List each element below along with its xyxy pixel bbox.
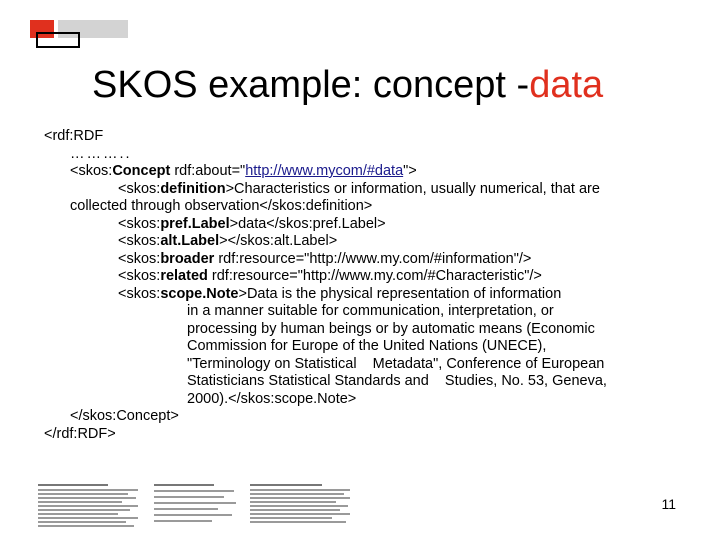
code-line-4 [44,181,684,199]
skos-prefix: <skos: [118,233,161,249]
thumbnail-line [154,484,214,486]
code-text: >Data is the physical representation of information [238,285,562,302]
skos-term-definition: definition [160,180,226,197]
concept-uri-link[interactable]: http://www.mycom/#data [245,163,404,179]
skos-term-related: related [160,268,208,284]
code-line-17: </skos:Concept> [70,408,179,424]
thumbnail-line [38,489,138,491]
skos-prefix: <skos: [118,268,161,284]
thumbnail-line [38,484,108,486]
code-text: "> [403,163,417,179]
rdf-code-block [44,128,684,443]
title-accent: data [529,64,604,106]
table-thumbnail-image [38,482,356,530]
skos-term-preflabel: pref.Label [160,215,230,232]
slide-title [92,62,652,108]
code-line-9 [44,268,684,286]
code-line-1: <rdf:RDF [44,128,104,144]
skos-prefix: <skos: [118,180,161,197]
skos-term-broader: broader [160,250,215,267]
thumbnail-line [250,493,344,495]
thumbnail-line [38,513,118,515]
thumbnail-line [38,521,126,523]
code-line-11: in a manner suitable for communication, interpretation, or [187,303,554,319]
thumbnail-line [38,497,136,499]
thumbnail-line [250,513,350,515]
thumbnail-line [38,505,138,507]
code-line-16: 2000).</skos:scope.Note> [187,390,357,407]
thumbnail-line [250,505,348,507]
code-line-12: processing by human beings or by automatic means (Economic [187,320,595,337]
thumbnail-line [154,514,232,516]
thumbnail-column [154,482,240,530]
code-line-14: "Terminology on Statistical Metadata", Conference of European [187,355,605,372]
code-line-7 [44,233,684,251]
thumbnail-line [250,517,332,519]
code-line-18: </rdf:RDF> [44,425,116,442]
code-line-2: ……….. [70,145,132,162]
code-text: >data</skos:pref.Label> [229,215,386,232]
thumbnail-line [250,484,322,486]
thumbnail-line [38,517,138,519]
code-text: rdf:resource="http://www.my.com/#information"/> [214,250,532,267]
thumbnail-line [154,508,218,510]
code-line-15: Statisticians Statistical Standards and Studies, No. 53, Geneva, [187,373,607,389]
skos-term-scopenote: scope.Note [160,285,239,302]
code-text: ></skos:alt.Label> [219,233,338,249]
code-line-3 [44,163,684,181]
thumbnail-line [154,520,212,522]
decorative-outline-box [36,32,80,48]
thumbnail-line [38,493,128,495]
code-line-6 [44,216,684,234]
code-text: rdf:about=" [170,163,246,179]
skos-term-concept: Concept [112,163,171,179]
code-line-10 [44,286,684,304]
code-text: rdf:resource="http://www.my.com/#Characteristic"/> [207,268,542,284]
title-main: SKOS example: concept - [92,64,530,106]
thumbnail-line [250,509,340,511]
thumbnail-line [250,489,350,491]
skos-prefix: <skos: [118,285,161,302]
thumbnail-line [250,521,346,523]
thumbnail-line [250,497,350,499]
thumbnail-line [250,501,336,503]
thumbnail-line [38,509,130,511]
code-line-5: collected through observation</skos:definition> [70,198,373,214]
page-number: 11 [661,496,676,512]
code-line-13: Commission for Europe of the United Nations (UNECE), [187,338,547,354]
skos-prefix: <skos: [70,163,113,179]
thumbnail-column [250,482,356,530]
skos-term-altlabel: alt.Label [160,233,220,249]
thumbnail-line [38,501,122,503]
thumbnail-line [154,490,234,492]
code-text: >Characteristics or information, usually numerical, that are [225,180,600,197]
thumbnail-line [154,496,224,498]
thumbnail-line [154,502,236,504]
thumbnail-line [38,525,134,527]
skos-prefix: <skos: [118,215,161,232]
skos-prefix: <skos: [118,250,161,267]
code-line-8 [44,251,684,269]
thumbnail-column [38,482,144,530]
